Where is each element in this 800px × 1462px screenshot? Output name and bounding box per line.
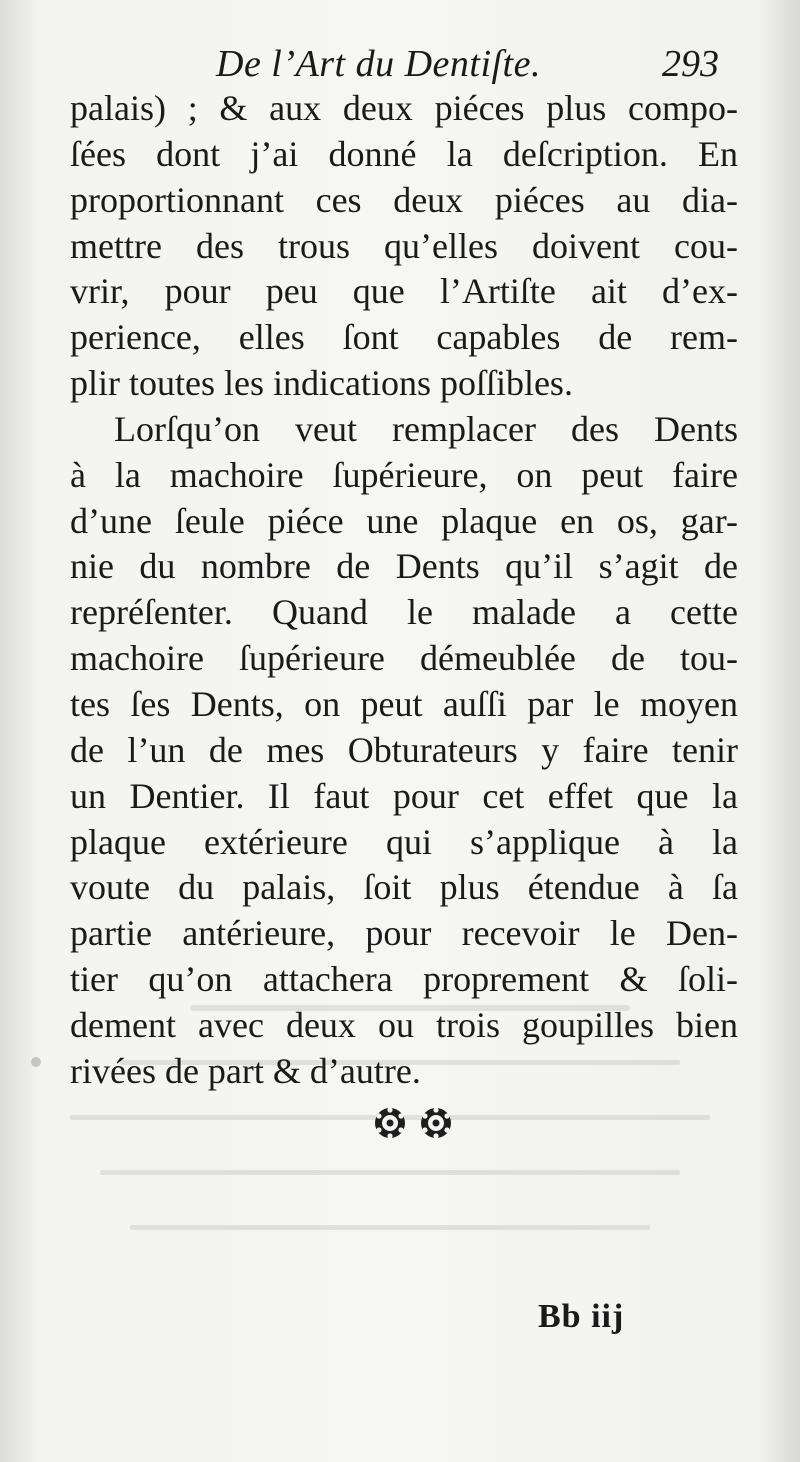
- text-line: vrir, pour peu que l’Artiſte ait d’ex-: [70, 271, 738, 312]
- text-line: palais) ; & aux deux piéces plus compo-: [70, 88, 738, 128]
- page-number: 293: [662, 43, 719, 85]
- text-line: partie antérieure, pour recevoir le Den-: [70, 913, 738, 954]
- text-line: de l’un de mes Obturateurs y faire tenir: [70, 729, 738, 770]
- body-text: [70, 86, 738, 1095]
- text-line: dement avec deux ou trois goupilles bien: [70, 1004, 738, 1045]
- text-line: à la machoire ſupérieure, on peut faire: [70, 454, 738, 495]
- paragraph-1: [70, 86, 738, 407]
- running-title: De l’Art du Dentiſte.: [216, 43, 541, 85]
- text-line: machoire ſupérieure démeublée de tou-: [70, 638, 738, 679]
- text-line: un Dentier. Il faut pour cet effet que la: [70, 775, 738, 816]
- ornament-fleuron-icon: [368, 1100, 458, 1146]
- text-line: nie du nombre de Dents qu’il s’agit de: [70, 546, 738, 587]
- text-line: tes ſes Dents, on peut auſſi par le moyen: [70, 683, 738, 724]
- text-line: rivées de part & d’autre.: [70, 1050, 421, 1091]
- text-line: plaque extérieure qui s’applique à la: [70, 821, 738, 862]
- paragraph-2: [70, 407, 738, 1095]
- signature-mark: Bb iij: [538, 1298, 625, 1335]
- text-line: ſées dont j’ai donné la deſcription. En: [70, 133, 738, 174]
- text-line: plir toutes les indications poſſibles.: [70, 363, 573, 404]
- text-line: Lorſqu’on veut remplacer des Dents: [114, 408, 738, 449]
- text-line: tier qu’on attachera proprement & ſoli-: [70, 959, 738, 1000]
- text-line: d’une ſeule piéce une plaque en os, gar-: [70, 500, 738, 541]
- text-line: proportionnant ces deux piéces au dia-: [70, 179, 738, 220]
- text-line: perience, elles ſont capables de rem-: [70, 317, 738, 358]
- text-line: voute du palais, ſoit plus étendue à ſa: [70, 867, 738, 908]
- text-line: mettre des trous qu’elles doivent cou-: [70, 225, 738, 266]
- text-line: repréſenter. Quand le malade a cette: [70, 592, 738, 633]
